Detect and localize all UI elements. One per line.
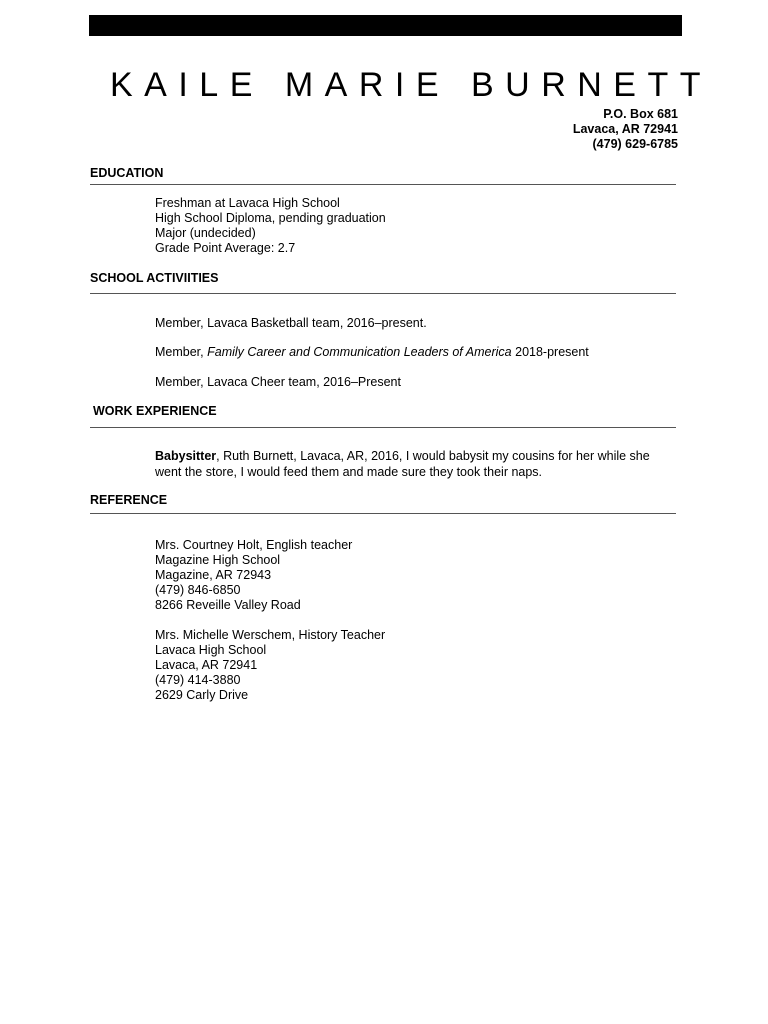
header-bar	[89, 15, 682, 36]
reference-line: 8266 Reveille Valley Road	[155, 598, 301, 612]
activity-item	[155, 345, 589, 359]
education-line: Freshman at Lavaca High School	[155, 196, 340, 210]
job-description: , Ruth Burnett, Lavaca, AR, 2016, I would babysit my cousins for her while she went the store, I would feed them and made sure they took their naps.	[155, 449, 650, 479]
activity-item-suffix: 2018-present	[511, 345, 589, 359]
work-heading: WORK EXPERIENCE	[93, 404, 217, 418]
reference-line: Magazine High School	[155, 553, 281, 567]
reference-divider	[90, 513, 676, 514]
activity-item: Member, Lavaca Basketball team, 2016–present.	[155, 316, 427, 330]
contact-info	[573, 107, 678, 152]
activity-item: Member, Lavaca Cheer team, 2016–Present	[155, 375, 401, 389]
education-line: Grade Point Average: 2.7	[155, 241, 296, 255]
reference-line: Lavaca High School	[155, 643, 267, 657]
resume-name: KAILE MARIE BURNETT	[110, 66, 713, 104]
education-divider	[90, 184, 676, 185]
reference-line: Magazine, AR 72943	[155, 568, 272, 582]
address-line-1: P.O. Box 681	[603, 107, 678, 121]
work-divider	[90, 427, 676, 428]
activities-divider	[90, 293, 676, 294]
education-line: High School Diploma, pending graduation	[155, 211, 386, 225]
work-entry	[155, 449, 665, 480]
reference-line: Mrs. Michelle Werschem, History Teacher	[155, 628, 386, 642]
education-line: Major (undecided)	[155, 226, 256, 240]
reference-1	[155, 538, 352, 613]
address-line-2: Lavaca, AR 72941	[572, 122, 678, 136]
reference-line: Lavaca, AR 72941	[155, 658, 258, 672]
activity-item-prefix: Member,	[155, 345, 208, 359]
job-title: Babysitter	[155, 449, 217, 463]
reference-line: (479) 414-3880	[155, 673, 241, 687]
reference-heading: REFERENCE	[90, 493, 168, 507]
phone-number: (479) 629-6785	[592, 137, 678, 151]
activities-heading: SCHOOL ACTIVIITIES	[90, 271, 219, 285]
activity-item-organization: Family Career and Communication Leaders of America	[207, 345, 512, 359]
reference-line: Mrs. Courtney Holt, English teacher	[155, 538, 353, 552]
reference-2	[155, 628, 385, 703]
reference-line: 2629 Carly Drive	[155, 688, 249, 702]
education-details	[155, 196, 386, 256]
reference-line: (479) 846-6850	[155, 583, 241, 597]
education-heading: EDUCATION	[90, 166, 164, 180]
